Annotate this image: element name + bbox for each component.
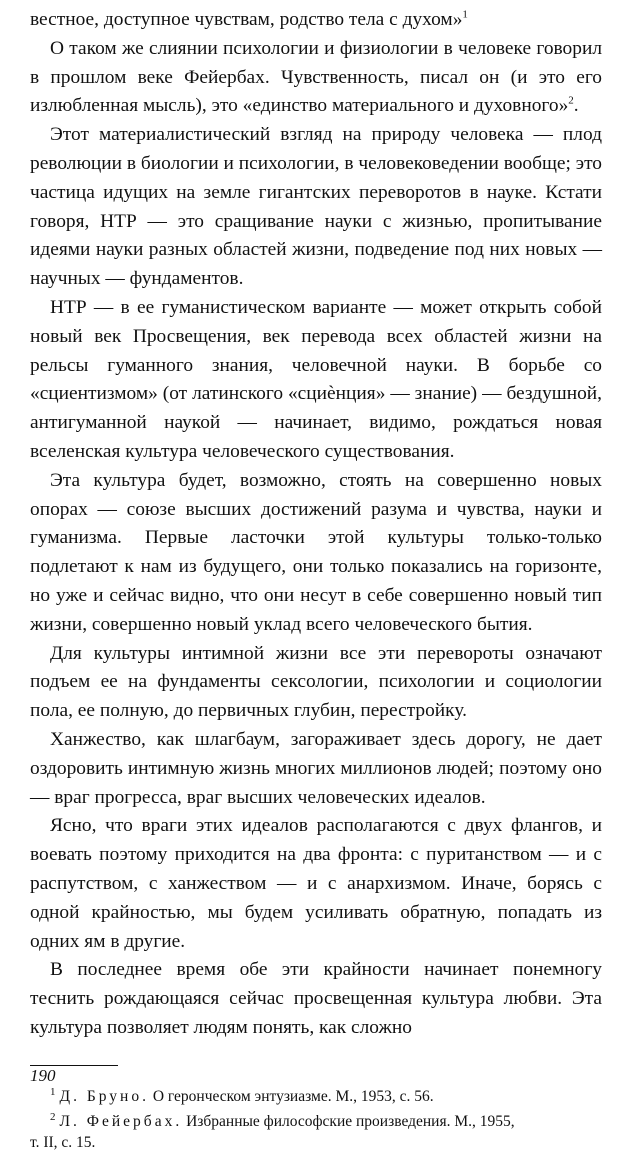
footnotes	[30, 1082, 602, 1153]
paragraph: Эта культура будет, возможно, стоять на совершенно новых опорах — союзе высших достижений разума и чувства, науки и гуманизма. Первые ласточки этой культуры только-только подлетают к нам из будущего, они только показались на горизонте, но уже и сейчас видно, что они несут в себе совершенно новый тип жизни, совершенно новый уклад всего человеческого бытия.	[30, 469, 602, 635]
footnote-text: Избранные философские произведения. М., 1955,	[186, 1113, 515, 1130]
footnote	[30, 1107, 602, 1153]
footnote	[30, 1082, 602, 1107]
body-text	[30, 6, 602, 1043]
footnote-author: Д. Бруно.	[59, 1087, 149, 1105]
footnote-ref: 1	[462, 8, 468, 21]
paragraph: Этот материалистический взгляд на природу человека — плод революции в биологии и психологии, в человековедении вообще; это частица идущих на земле гигантских переворотов в науке. Кстати говоря, НТР — это сращивание науки с жизнью, пропитывание идеями науки разных областей жизни, подведение под них новых — научных — фундаментов.	[30, 124, 602, 290]
footnote-text: О геронческом энтузиазме. М., 1953, с. 56.	[152, 1087, 434, 1105]
footnote-author: Л. Фейербах.	[59, 1113, 183, 1130]
paragraph: В последнее время обе эти крайности начинает понемногу теснить рождающаяся сейчас просвещенная культура любви. Эта культура позволяет людям понять, как сложно	[30, 959, 602, 1038]
footnote-ref: 2	[568, 94, 574, 107]
page-number: 190	[30, 1066, 56, 1085]
footnote-number: 2	[50, 1110, 56, 1123]
paragraph: Ясно, что враги этих идеалов располагаются с двух флангов, и воевать поэтому приходится на два фронта: с пуританством — и с распутством, с ханжеством — и с анархизмом. Иначе, борясь с одной крайностью, мы будем усиливать обратную, попадать из одних ям в другие.	[30, 815, 602, 952]
paragraph: О таком же слиянии психологии и физиологии в человеке говорил в прошлом веке Фейербах. Чувственность, писал он (и это его излюбленная мысль), это «единство материального и духовного»$^2$.	[30, 37, 602, 117]
footnote-text-continued: т. II, с. 15.	[30, 1134, 96, 1151]
paragraph: вестное, доступное чувствам, родство тела с духом»$^1$	[30, 8, 468, 30]
paragraph: Для культуры интимной жизни все эти перевороты означают подъем ее на фундаменты сексологии, психологии и социологии пола, ее полную, до первичных глубин, перестройку.	[30, 642, 602, 722]
footnote-number: 1	[50, 1085, 56, 1098]
paragraph: Ханжество, как шлагбаум, загораживает здесь дорогу, не дает оздоровить интимную жизнь многих миллионов людей; поэтому оно — враг прогресса, враг высших человеческих идеалов.	[30, 728, 602, 808]
paragraph: НТР — в ее гуманистическом варианте — может открыть собой новый век Просвещения, век перевода всех областей жизни на рельсы гуманного знания, человечной науки. В борьбе со «сциентизмом» (от латинского «сциѐнция» — знание) — бездушной, антигуманной наукой — начинает, видимо, рождаться новая вселенская культура человеческого существования.	[30, 296, 602, 462]
